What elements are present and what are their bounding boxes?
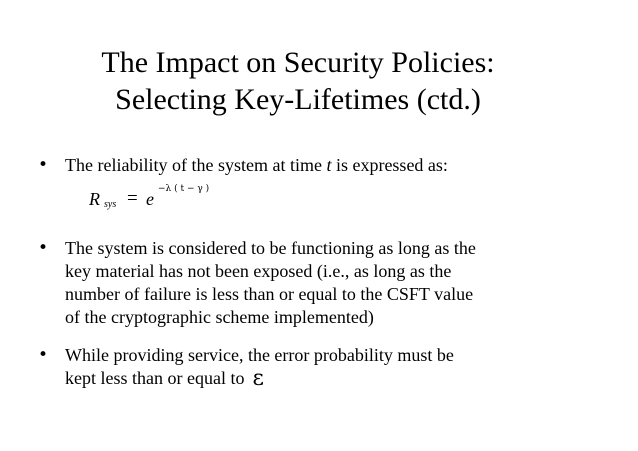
formula-equals: = xyxy=(127,188,138,209)
epsilon-symbol: ε xyxy=(252,366,264,391)
title-line-1: The Impact on Security Policies: xyxy=(101,46,495,79)
formula-base: e xyxy=(146,189,154,209)
bullet-line: of the cryptographic scheme implemented) xyxy=(65,307,374,327)
formula-exponent: −λ ( t − γ ) xyxy=(158,184,210,194)
bullet-text-before: The reliability of the system at time xyxy=(65,155,327,175)
bullet-dot: • xyxy=(38,155,49,175)
bullet-line: key material has not been exposed (i.e., as long as the xyxy=(65,261,452,281)
bullet-text xyxy=(65,154,448,177)
bullet-dot: • xyxy=(38,238,49,258)
bullet-text-after: is expressed as: xyxy=(331,155,448,175)
formula-subscript: sys xyxy=(104,199,117,210)
bullet-line xyxy=(65,367,454,390)
bullet-line-text: kept less than or equal to xyxy=(65,368,245,388)
bullet-dot: • xyxy=(38,345,49,365)
bullet-line: number of failure is less than or equal to the CSFT value xyxy=(65,284,474,304)
bullet-line: While providing service, the error probability must be xyxy=(65,345,454,365)
bullet-text xyxy=(65,344,454,390)
bullet-text xyxy=(65,237,476,329)
bullet-line: The system is considered to be functioning as long as the xyxy=(65,238,476,258)
variable-t: t xyxy=(326,155,332,175)
reliability-formula xyxy=(82,179,252,213)
formula-R: R xyxy=(89,189,100,209)
slide-title xyxy=(40,44,556,118)
title-line-2: Selecting Key-Lifetimes (ctd.) xyxy=(115,83,481,116)
